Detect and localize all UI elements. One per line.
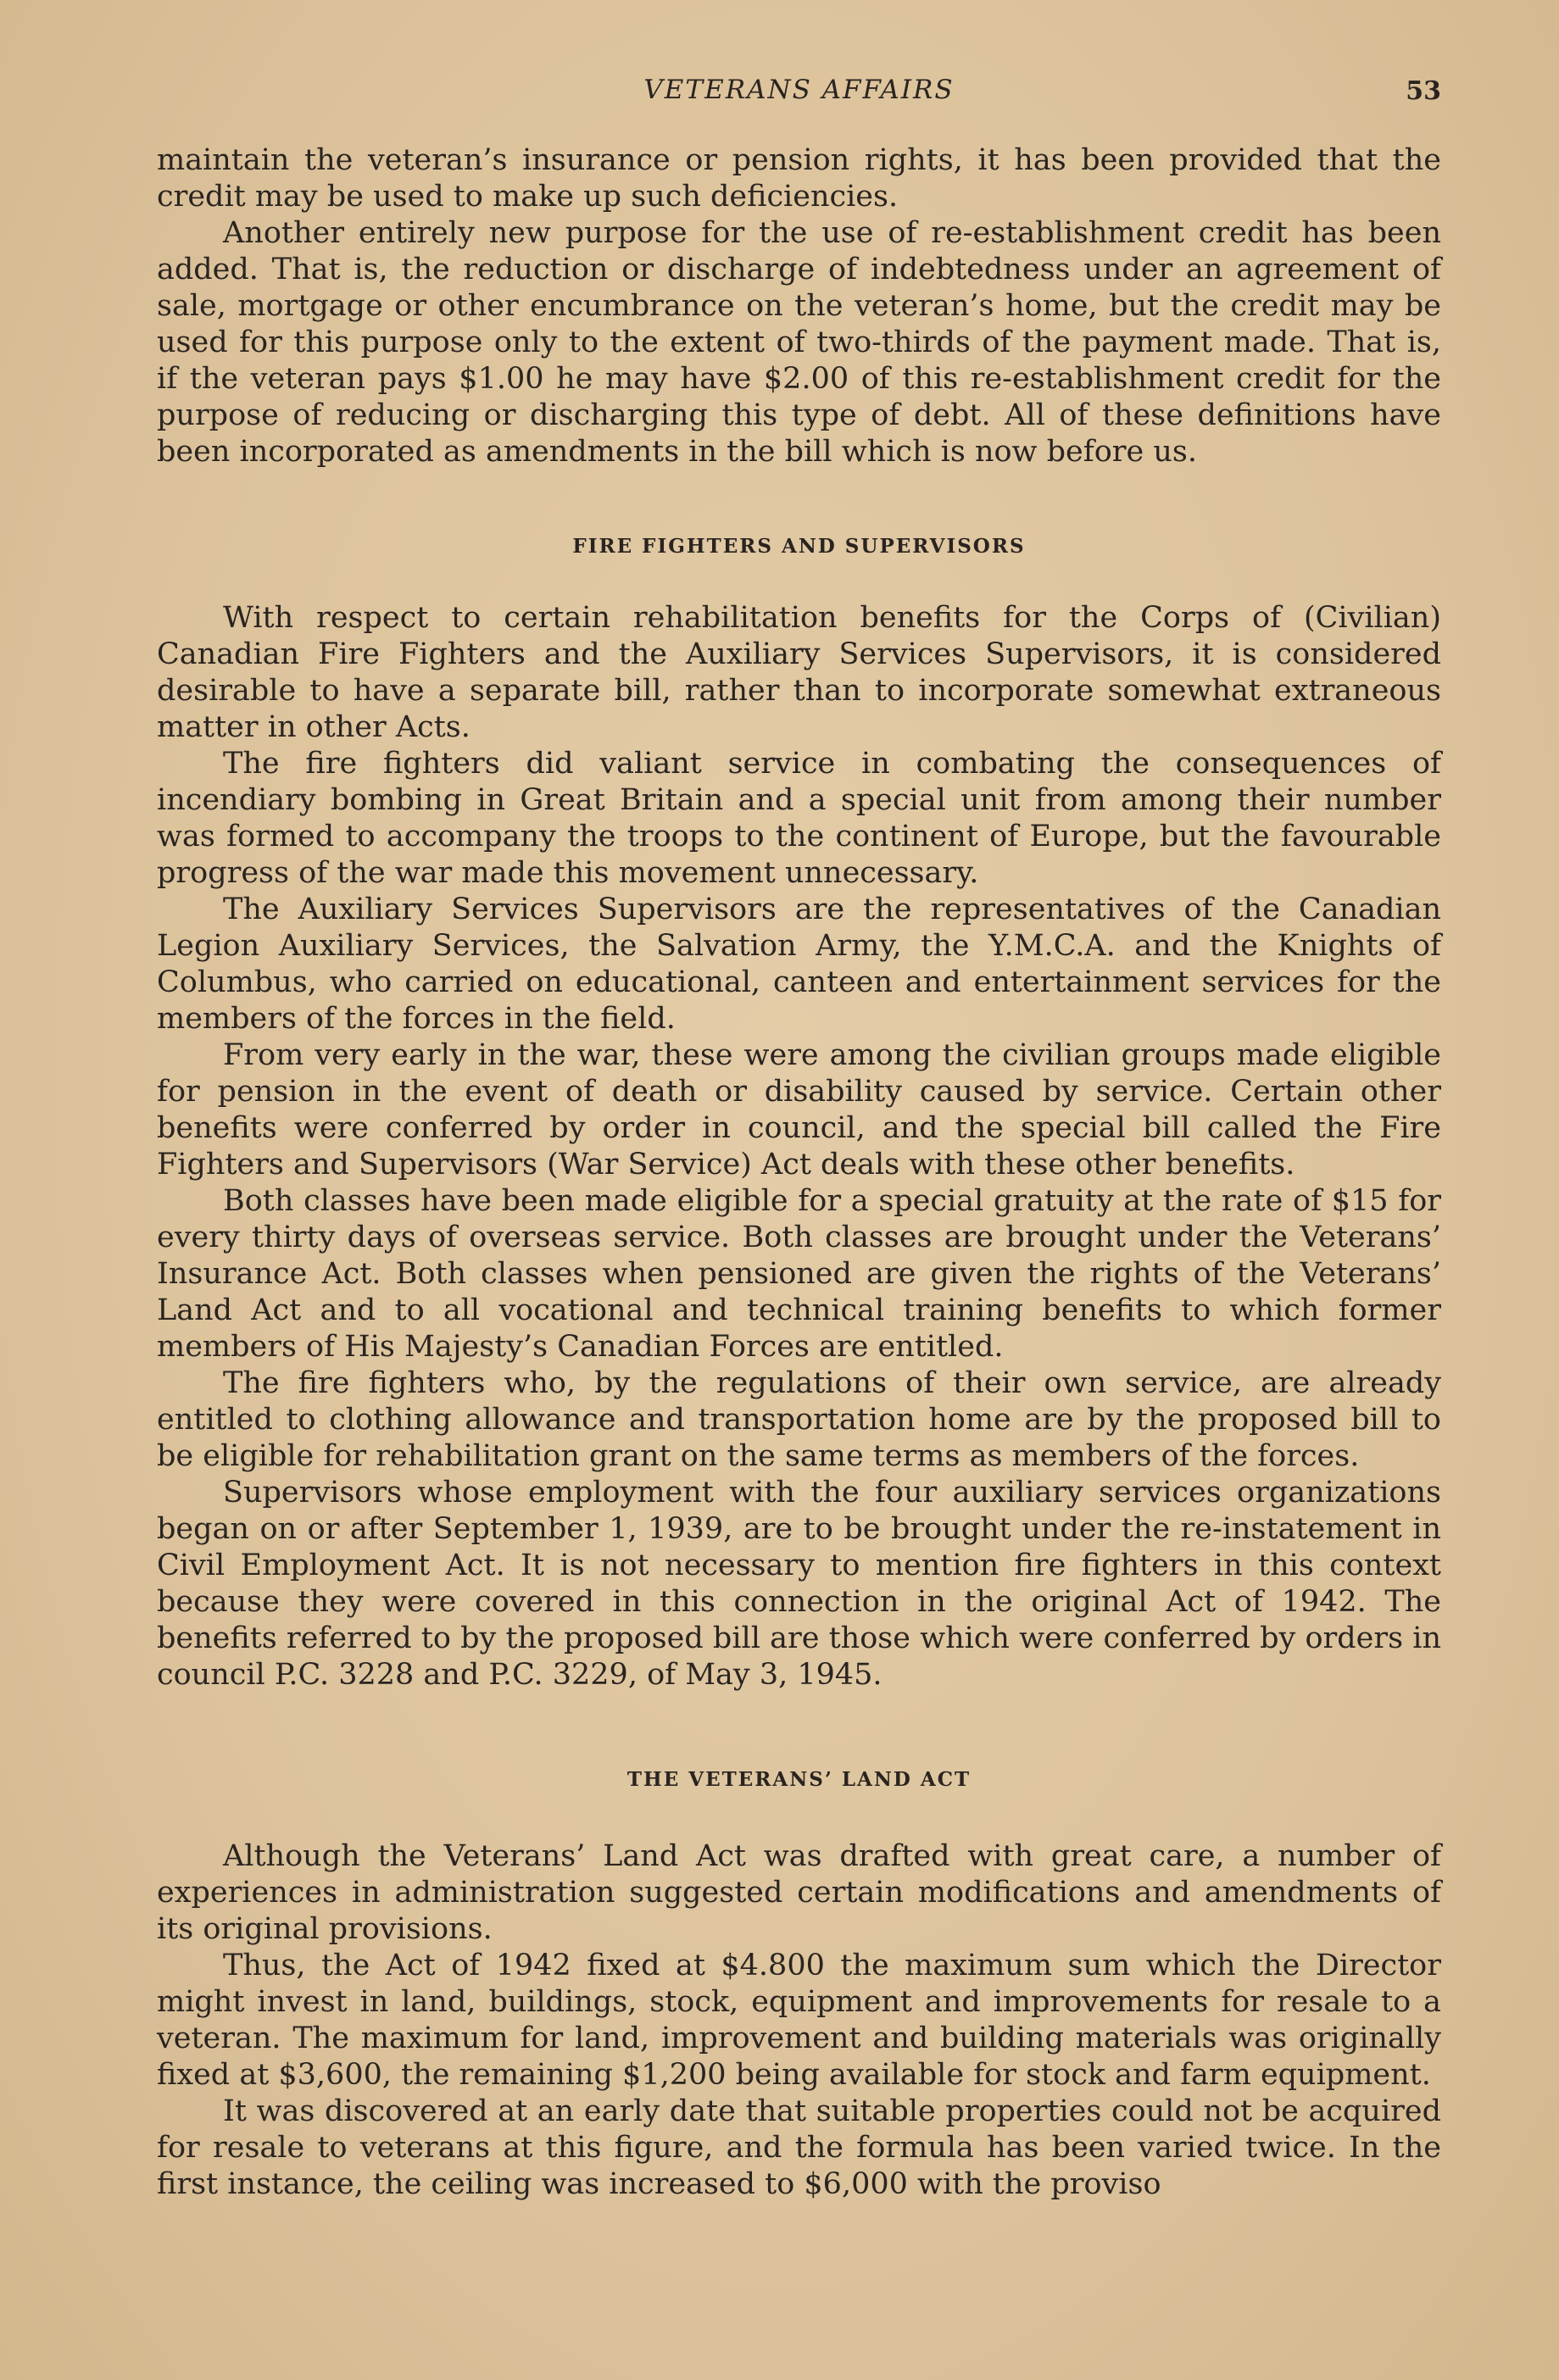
paragraph: Although the Veterans’ Land Act was drafted with great care, a number of experiences in administration suggested certain modifications and amendments of its original provisions. xyxy=(157,1839,1441,1946)
paragraph: From very early in the war, these were among the civilian groups made eligible for pension in the event of death or disability caused by service. Certain other benefits were conferred by order in council, and the special bill called the Fire Fighters and Supervisors (War Service) Act deals with these other benefits. xyxy=(157,1038,1441,1182)
paragraph: Supervisors whose employment with the four auxiliary services organizations began on or after September 1, 1939, are to be brought under the re-instatement in Civil Employment Act. It is not necessary to mention fire fighters in this context because they were covered in this connection in the original Act of 1942. The benefits referred to by the proposed bill are those which were conferred by orders in council P.C. 3228 and P.C. 3229, of May 3, 1945. xyxy=(157,1476,1441,1692)
paragraph: It was discovered at an early date that suitable properties could not be acquired for resale to veterans at this figure, and the formula has been varied twice. In the first instance, the ceiling was increased to $6,000 with the proviso xyxy=(157,2094,1441,2201)
section-heading-veterans-land-act: THE VETERANS’ LAND ACT xyxy=(626,1768,972,1791)
paragraph: The Auxiliary Services Supervisors are the representatives of the Canadian Legion Auxiliary Services, the Salvation Army, the Y.M.C.A. and the Knights of Columbus, who carried on educational, canteen and entertainment services for the members of the forces in the field. xyxy=(157,892,1441,1036)
page-number: 53 xyxy=(1406,76,1441,106)
section-heading-fire-fighters: FIRE FIGHTERS AND SUPERVISORS xyxy=(572,535,1026,558)
paragraph: maintain the veteran’s insurance or pension rights, it has been provided that the credit may be used to make up such deficiencies. xyxy=(157,143,1441,214)
page-header xyxy=(157,75,1441,114)
paragraph: The fire fighters who, by the regulations of their own service, are already entitled to clothing allowance and transportation home are by the proposed bill to be eligible for rehabilitation grant on the same terms as members of the forces. xyxy=(157,1366,1441,1473)
paragraph: Thus, the Act of 1942 fixed at $4.800 the maximum sum which the Director might invest in land, buildings, stock, equipment and improvements for resale to a veteran. The maximum for land, improvement and building materials was originally fixed at $3,600, the remaining $1,200 being available for stock and farm equipment. xyxy=(157,1949,1441,2092)
paragraph: Both classes have been made eligible for a special gratuity at the rate of $15 for every thirty days of overseas service. Both classes are brought under the Veterans’ Insurance Act. Both classes when pensioned are given the rights of the Veterans’ Land Act and to all vocational and technical training benefits to which former members of His Majesty’s Canadian Forces are entitled. xyxy=(157,1184,1441,1364)
running-title: VETERANS AFFAIRS xyxy=(643,75,955,105)
page-body xyxy=(157,142,1441,2203)
paragraph: With respect to certain rehabilitation benefits for the Corps of (Civilian) Canadian Fire Fighters and the Auxiliary Services Supervisors, it is considered desirable to have a separate bill, rather than to incorporate somewhat extraneous matter in other Acts. xyxy=(157,601,1441,744)
paragraph: The fire fighters did valiant service in combating the consequences of incendiary bombing in Great Britain and a special unit from among their number was formed to accompany the troops to the continent of Europe, but the favourable progress of the war made this movement unnecessary. xyxy=(157,747,1441,890)
paragraph: Another entirely new purpose for the use of re-establishment credit has been added. That is, the reduction or discharge of indebtedness under an agreement of sale, mortgage or other encumbrance on the veteran’s home, but the credit may be used for this purpose only to the extent of two-thirds of the payment made. That is, if the veteran pays $1.00 he may have $2.00 of this re-establishment credit for the purpose of reducing or discharging this type of debt. All of these definitions have been incorporated as amendments in the bill which is now before us. xyxy=(157,216,1441,469)
